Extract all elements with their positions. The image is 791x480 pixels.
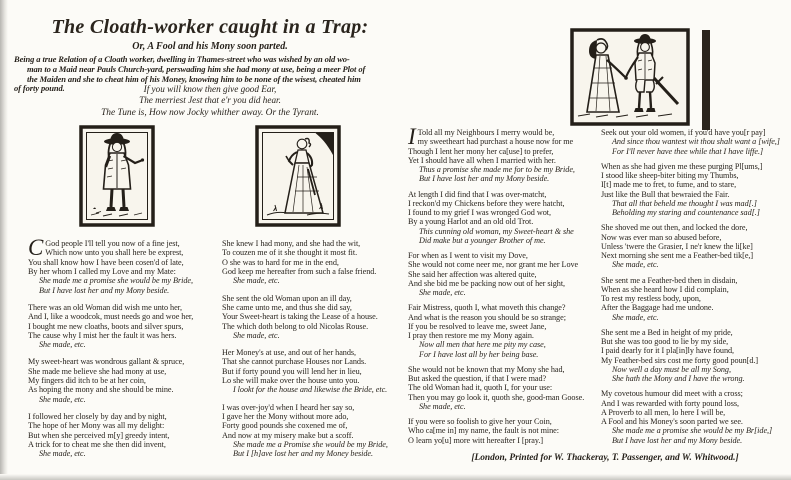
verse-line: A trick for to cheat me she then did invent, — [28, 439, 166, 449]
stanza — [408, 417, 601, 445]
verse-line: She knew I had mony, and she had the wit, — [222, 239, 361, 249]
verse-line: I reckon'd my Chickens before they were hatcht, — [408, 198, 565, 208]
verse-line: Your Sweet-heart is taking the Lease of a house. — [222, 312, 378, 322]
verse-line: She made me a promise she would be my Br[ide,] — [611, 426, 773, 436]
verse-line: The hope of her Mony was all my delight: — [28, 421, 165, 431]
verse-line: She would not come neer me, nor grant me her Love — [408, 260, 579, 270]
verse-line: I[t] made me to fret, to fume, and to stare, — [600, 180, 737, 190]
verse-column-2 — [216, 239, 406, 466]
epigraph-line: The merriest Jest that e'r you did hear. — [139, 94, 281, 105]
stanza — [28, 357, 212, 403]
stanza — [222, 403, 406, 459]
verse-line: I followed her closely by day and by night, — [28, 411, 167, 421]
printers-rule — [702, 30, 710, 130]
verse-line: And since thou wantest wit thou shalt want a [wife,] — [611, 137, 780, 147]
verse-line: She made me believe she had mony at use, — [28, 366, 167, 376]
woman-woodcut-image — [255, 125, 341, 227]
verse-line: I bought me new cloaths, boots and silver spurs, — [28, 321, 184, 331]
summary-line: man to a Maid near Pauls Church-yard, perswading him she had mony at use, being a meer Plot of — [27, 63, 366, 74]
verse-line: Forty good pounds she coxened me of, — [222, 421, 348, 431]
verse-line: My fingers did itch to be at her coin, — [28, 376, 146, 386]
verse-line: She hath the Mony and I have the wrong. — [611, 374, 745, 383]
verse-line: Beholding my staring and countenance sad[.] — [611, 208, 760, 217]
verse-line: Her Money's at use, and out of her hands, — [222, 348, 357, 358]
verse-line: To couzen me of it she thought it most fit. — [222, 248, 358, 258]
verse-line: The which doth belong to old Nicolas Rouse. — [222, 321, 369, 331]
verse-line: My sweet-heart was wondrous gallant & spruce, — [28, 357, 185, 367]
verse-column-1 — [14, 235, 216, 466]
summary-line: of forty pound. — [14, 83, 65, 94]
man-woodcut-image — [79, 125, 155, 227]
verse-line: She made, etc. — [611, 312, 659, 322]
stanza — [601, 128, 788, 156]
verse-line: my sweetheart had purchast a house now for me — [417, 137, 574, 147]
verse-line: She made, etc. — [39, 449, 86, 459]
epigraph-line: If you will know then give good Ear, — [143, 84, 277, 95]
verse-line: And now at my misery make but a scoff. — [222, 430, 354, 440]
verse-line: A Proverb to all men, lo here I will be, — [600, 407, 726, 417]
stanza — [601, 328, 788, 384]
stanza — [408, 190, 601, 246]
verse-line: The cause why I mist her the fault it was hers. — [28, 330, 177, 340]
stanza — [601, 162, 788, 218]
woodcut-row — [14, 125, 406, 227]
verse-line: When as she heard how I did complain, — [600, 284, 729, 294]
summary-line: the Maiden and she to cheat him of his Money, knowing him to be none of the wisest, cheated him — [27, 73, 361, 84]
verse-line: And she bid me be packing now out of her sight, — [408, 278, 566, 288]
verse-line: My covetous humour did meet with a cross; — [600, 389, 743, 399]
left-page-columns — [14, 235, 406, 466]
verse-line: To rest my restless body, upon, — [600, 294, 701, 303]
verse-line: But I have lost her and my Mony beside. — [39, 285, 170, 295]
epigraph — [14, 84, 406, 105]
verse-line: There was an old Woman did wish me unto her, — [28, 302, 183, 312]
verse-line: God people I'll tell you now of a fine jest, — [45, 239, 180, 249]
verse-line: She made, etc. — [39, 394, 86, 404]
stanza — [28, 235, 212, 295]
verse-line: Told all my Neighbours I merry would be, — [417, 128, 555, 137]
verse-line: She made, etc. — [233, 330, 280, 340]
verse-line: I pray then restore me my Mony again. — [408, 331, 534, 340]
verse-line: Now well a day must be all my Song, — [611, 364, 731, 374]
verse-line: I found to my grief I was wronged God wot, — [408, 208, 551, 217]
ballad-title: The Cloath-worker caught in a Trap: — [51, 16, 369, 38]
summary-line: Being a true Relation of a Cloath worker, dwelling in Thames-street who was wished by an old wo- — [14, 54, 350, 64]
right-page — [402, 10, 788, 474]
verse-line: O learn yo[u] more witt hereafter I [pray.] — [408, 435, 544, 445]
verse-line: Now all men that here me pity my case, — [419, 340, 546, 350]
stanza — [28, 412, 212, 458]
drop-cap: C — [28, 235, 44, 261]
verse-line: If you were so foolish to give her your Coin, — [408, 417, 552, 426]
verse-line: She sent the old Woman upon an ill day, — [222, 293, 352, 303]
verse-line: God keep me hereafter from such a false friend. — [222, 267, 377, 277]
verse-line: I paid dearly for it I pla[in]ly have found, — [600, 346, 735, 356]
scan-edge-bottom — [0, 474, 791, 480]
verse-line: Thus a promise she made me for to be my Bride, — [419, 165, 575, 174]
verse-line: She made, etc. — [419, 288, 466, 297]
verse-line: And what is the reason you should be so strange; — [408, 312, 566, 322]
stanza — [222, 348, 406, 394]
verse-line: Though I lent her mony her ca[use] to prefer, — [408, 146, 554, 156]
verse-line: She came unto me, and thus she did say, — [222, 302, 352, 312]
stanza — [28, 303, 212, 349]
stanza — [601, 223, 788, 269]
drop-cap: I — [408, 124, 416, 149]
verse-line: You shall know how I have been cosen'd of late, — [28, 257, 184, 267]
verse-line: Yet I should have all when I married with her. — [408, 155, 556, 165]
scan-edge-left — [0, 0, 8, 480]
verse-line: I gave her the Mony without more ado, — [222, 411, 349, 421]
stanza — [222, 239, 406, 285]
verse-line: She made, etc. — [39, 340, 86, 350]
ballad-subtitle: Or, A Fool and his Mony soon parted. — [132, 41, 288, 52]
verse-line: If you be resolved to leave me, sweet Jane, — [408, 321, 547, 331]
verse-line: The old Woman had it, quoth I, for your use: — [408, 383, 553, 393]
verse-line: But if forty pound you will lend her in lieu, — [222, 366, 362, 376]
tune-line: The Tune is, How now Jocky whither away. Or the Tyrant. — [101, 108, 319, 119]
verse-line: For I'll never have thee while that I have liffe.] — [611, 146, 764, 156]
verse-line: At length I did find that I was over-matcht, — [408, 189, 547, 199]
verse-line: By her whom I called my Love and my Mate: — [28, 267, 176, 277]
verse-line: Unless 'twere the Grasier, I ne'r knew the li[ke] — [600, 241, 753, 251]
verse-line: And I, like a woodcok, must needs go and woe her, — [28, 312, 194, 322]
verse-line: She sent me a Feather-bed then in disdain, — [600, 275, 738, 285]
verse-line: She sent me a Bed in height of my pride, — [600, 327, 733, 337]
verse-line: My Feather-bed sirs cost me forty good poun[d.] — [600, 355, 759, 365]
verse-line: Now was ever man so abused before, — [600, 232, 722, 242]
verse-line: She made, etc. — [419, 401, 466, 411]
verse-line: She made, etc. — [611, 260, 659, 270]
stanza — [601, 389, 788, 445]
verse-line: O she was to hard for me in the end, — [222, 257, 339, 267]
stanza — [408, 365, 601, 411]
right-page-columns — [402, 124, 788, 451]
verse-line: But asked the question, if that I were mad? — [408, 374, 547, 383]
couple-woodcut-image — [570, 28, 690, 126]
verse-line: But I [h]ave lost her and my Money beside. — [233, 449, 374, 459]
verse-line: For when as I went to visit my Dove, — [408, 251, 528, 260]
verse-line: Fair Mistress, quoth I, what moveth this change? — [408, 303, 566, 313]
stanza — [408, 124, 601, 184]
verse-line: But I have lost her and my Mony beside. — [611, 435, 743, 445]
verse-line: When as she had given me these purging Pl[ums,] — [600, 161, 763, 171]
verse-line: After the Baggage had me undone. — [600, 303, 714, 313]
verse-line: Just like the Bull that bewraied the Fair. — [600, 189, 730, 199]
verse-line: Then you may go look it, quoth she, good-man Goose. — [408, 392, 585, 402]
verse-line: This cunning old woman, my Sweet-heart & she — [419, 226, 574, 236]
verse-line: For I have lost all by her being base. — [419, 349, 539, 359]
verse-line: Did make but a younger Brother of me. — [419, 235, 546, 245]
verse-line: She made me a promise she would be my Bride, — [39, 276, 193, 286]
verse-line: She shoved me out then, and locked the dore, — [600, 223, 748, 233]
verse-line: By a young Harlot and an old old Trot. — [408, 217, 534, 227]
left-page — [14, 10, 406, 466]
verse-line: I stood like sheep-biter biting my Thumbs, — [600, 171, 739, 180]
verse-line: I lookt for the house and likewise the Bride, etc. — [233, 385, 388, 395]
verse-line: But she was too good to lie by my side, — [600, 337, 729, 346]
stanza — [408, 303, 601, 359]
stanza — [408, 251, 601, 297]
verse-line: She made me a Promise she would be my Bride, — [233, 439, 388, 449]
stanza — [222, 294, 406, 340]
verse-line: But when she perceived m[y] greedy intent, — [28, 430, 170, 440]
verse-line: She said her affection was altered quite, — [408, 269, 537, 279]
verse-line: As hoping the mony and she should be mine. — [28, 385, 174, 395]
verse-line: I was over-joy'd when I heard her say so, — [222, 402, 355, 412]
verse-line: That she cannot purchase Houses nor Lands. — [222, 357, 367, 367]
verse-line: Lo she will make over the house unto you. — [222, 376, 360, 386]
verse-line: Which now unto you shall here be exprest, — [45, 248, 184, 258]
verse-line: She made, etc. — [233, 276, 280, 286]
verse-line: That all that beheld me thought I was mad[.] — [611, 198, 757, 208]
verse-line: She would not be known that my Mony she had, — [408, 364, 565, 374]
verse-line: Next morning she sent me a Feather-bed tik[e,] — [600, 251, 754, 260]
verse-line: But I have lost her and my Mony beside. — [419, 174, 550, 184]
stanza — [601, 276, 788, 322]
imprint-line: [London, Printed for W. Thackeray, T. Passenger, and W. Whitwood.] — [471, 453, 739, 463]
verse-line: Seek out your old women, if you'd have you[r pay] — [600, 128, 766, 137]
verse-line: A Fool and his Money's soon parted we see. — [600, 417, 743, 426]
verse-line: Who ca[me in] my name, the fault is not mine: — [408, 426, 559, 436]
verse-column-4 — [601, 128, 788, 451]
verse-line: And I was rewarded with forty pound loss, — [600, 398, 739, 408]
verse-column-3 — [402, 124, 601, 451]
